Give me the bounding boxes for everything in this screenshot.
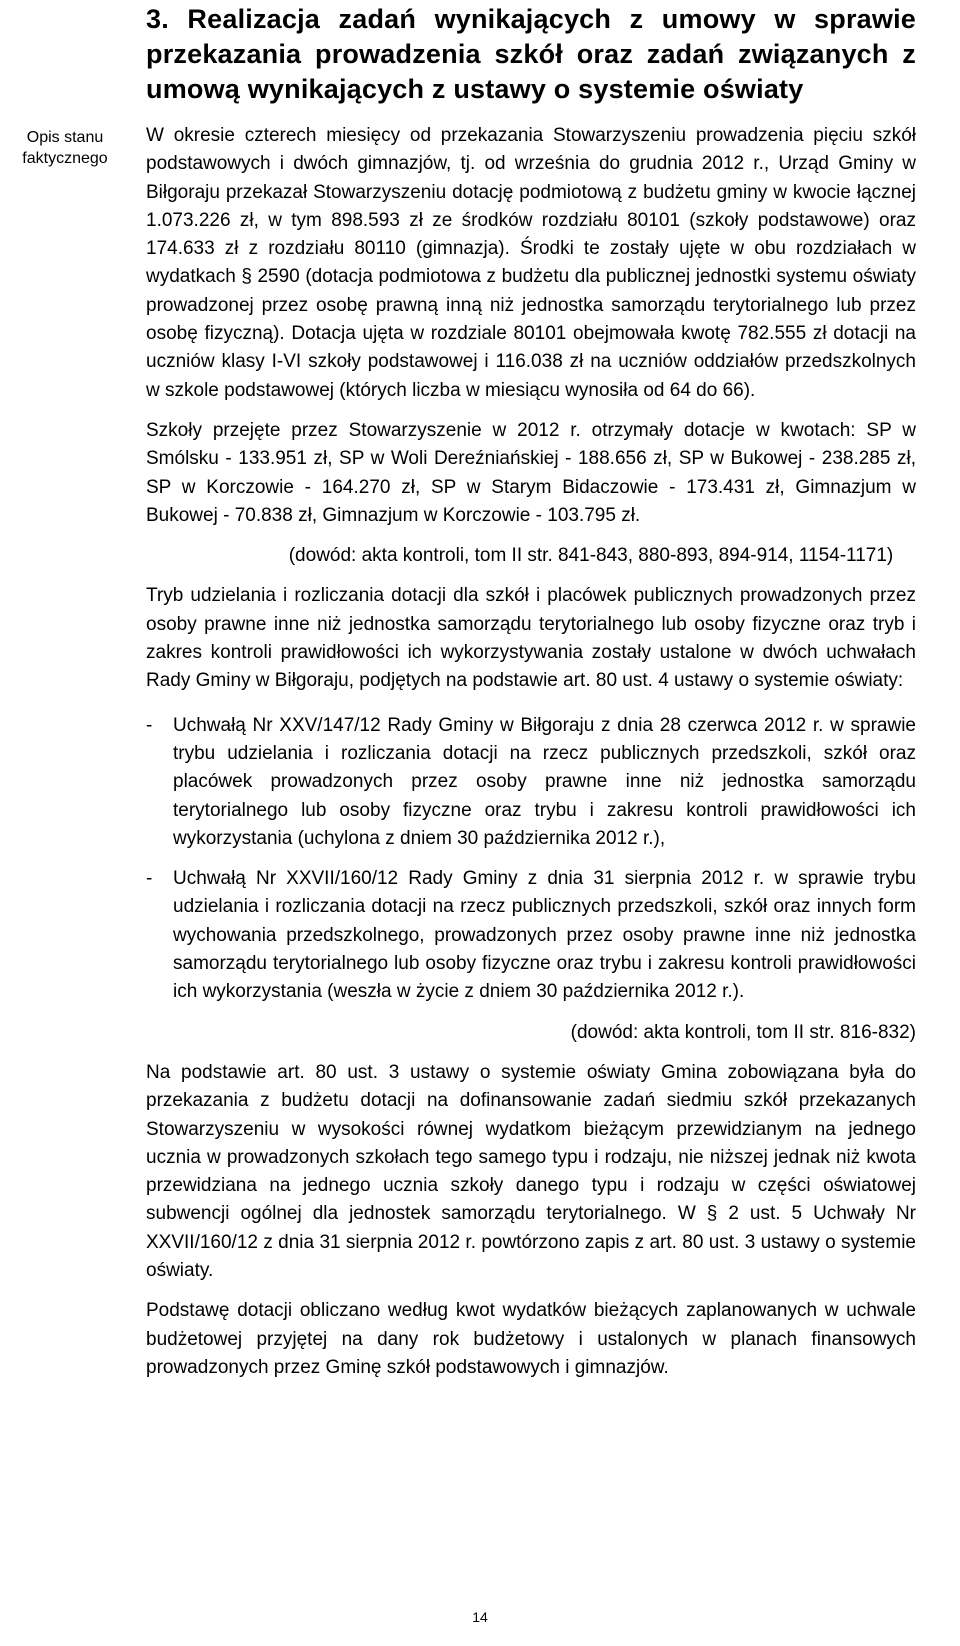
list-item-text: Uchwałą Nr XXVII/160/12 Rady Gminy z dnia 31 sierpnia 2012 r. w sprawie trybu udzielania i rozliczania dotacji na rzecz publicznych przedszkoli, szkół oraz innych form wychowania przedszkolnego, prowadzonych przez osoby prawne inne niż jednostka samorządu terytorialnego lub osoby fizyczne oraz trybu i zakresu kontroli prawidłowości ich wykorzystania (weszła w życie z dniem 30 października 2012 r.). <box>173 868 916 1003</box>
evidence-note: (dowód: akta kontroli, tom II str. 816-832) <box>570 1021 916 1043</box>
document-body <box>146 122 916 1382</box>
section-heading: 3. Realizacja zadań wynikających z umowy w sprawie przekazania prowadzenia szkół oraz zadań związanych z umową wynikających z ustawy o systemie oświaty <box>146 4 916 104</box>
list-dash: - <box>146 868 153 890</box>
evidence-note: (dowód: akta kontroli, tom II str. 841-843, 880-893, 894-914, 1154-1171) <box>288 545 894 567</box>
page-number: 14 <box>472 1609 488 1625</box>
paragraph-school-amounts: Szkoły przejęte przez Stowarzyszenie w 2012 r. otrzymały dotacje w kwotach: SP w Smólsku - 133.951 zł, SP w Woli Dereźniańskiej - 188.656 zł, SP w Bukowej - 238.285 zł, SP w Korczowie - 164.270 zł, SP w Starym Bidaczowie - 173.431 zł, Gimnazjum w Bukowej - 70.838 zł, Gimnazjum w Korczowie - 103.795 zł. <box>146 419 916 526</box>
margin-label: Opis stanu faktycznego <box>22 129 108 167</box>
list-item <box>146 865 916 1006</box>
paragraph-tryb: Tryb udzielania i rozliczania dotacji dla szkół i placówek publicznych prowadzonych przez osoby prawne inne niż jednostka samorządu terytorialnego lub osoby fizyczne oraz tryb i zakres kontroli prawidłowości ich wykorzystywania zostały ustalone w dwóch uchwałach Rady Gminy w Biłgoraju, podjętych na podstawie art. 80 ust. 4 ustawy o systemie oświaty: <box>146 585 916 692</box>
list-item <box>146 712 916 853</box>
paragraph-art-80: Na podstawie art. 80 ust. 3 ustawy o systemie oświaty Gmina zobowiązana była do przekazania z budżetu dotacji na dofinansowanie zadań siedmiu szkół przekazanych Stowarzyszeniu w wysokości równej wydatkom bieżącym przewidzianym na jednego ucznia w prowadzonych szkołach tego samego typu i rodzaju, nie niższej jednak niż kwota przewidziana na jednego ucznia szkoły danego typu i rodzaju w części oświatowej subwencji ogólnej dla jednostek samorządu terytorialnego. W § 2 ust. 5 Uchwały Nr XXVII/160/12 z dnia 31 sierpnia 2012 r. powtórzono zapis z art. 80 ust. 3 ustawy o systemie oświaty. <box>146 1061 916 1281</box>
list-dash: - <box>146 714 153 736</box>
paragraph-podstawa: Podstawę dotacji obliczano według kwot wydatków bieżących zaplanowanych w uchwale budżetowej przyjętej na dany rok budżetowy i ustalonych w planach finansowych prowadzonych przez Gminę szkół podstawowych i gimnazjów. <box>146 1300 916 1378</box>
resolutions-list <box>146 712 916 1007</box>
list-item-text: Uchwałą Nr XXV/147/12 Rady Gminy w Biłgoraju z dnia 28 czerwca 2012 r. w sprawie trybu udzielania i rozliczania dotacji na rzecz publicznych przedszkoli, szkół oraz placówek prowadzonych przez osoby prawne inne niż jednostka samorządu terytorialnego lub osoby fizyczne oraz trybu i zakresu kontroli prawidłowości ich wykorzystania (uchylona z dniem 30 października 2012 r.), <box>173 714 916 849</box>
paragraph-dotacja-summary: W okresie czterech miesięcy od przekazania Stowarzyszeniu prowadzenia pięciu szkół podstawowych i dwóch gimnazjów, tj. od września do grudnia 2012 r., Urząd Gminy w Biłgoraju przekazał Stowarzyszeniu dotację podmiotową z budżetu gminy w kwocie łącznej 1.073.226 zł, w tym 898.593 zł ze środków rozdziału 80101 (szkoły podstawowe) oraz 174.633 zł z rozdziału 80110 (gimnazja). Środki te zostały ujęte w obu rozdziałach w wydatkach § 2590 (dotacja podmiotowa z budżetu dla publicznej jednostki systemu oświaty prowadzonej przez osobę prawną inną niż jednostka samorządu terytorialnego lub przez osobę fizyczną). Dotacja ujęta w rozdziale 80101 obejmowała kwotę 782.555 zł dotacji na uczniów klasy I-VI szkoły podstawowej i 116.038 zł na uczniów oddziałów przedszkolnych w szkole podstawowej (których liczba w miesiącu wynosiła od 64 do 66). <box>146 125 916 401</box>
